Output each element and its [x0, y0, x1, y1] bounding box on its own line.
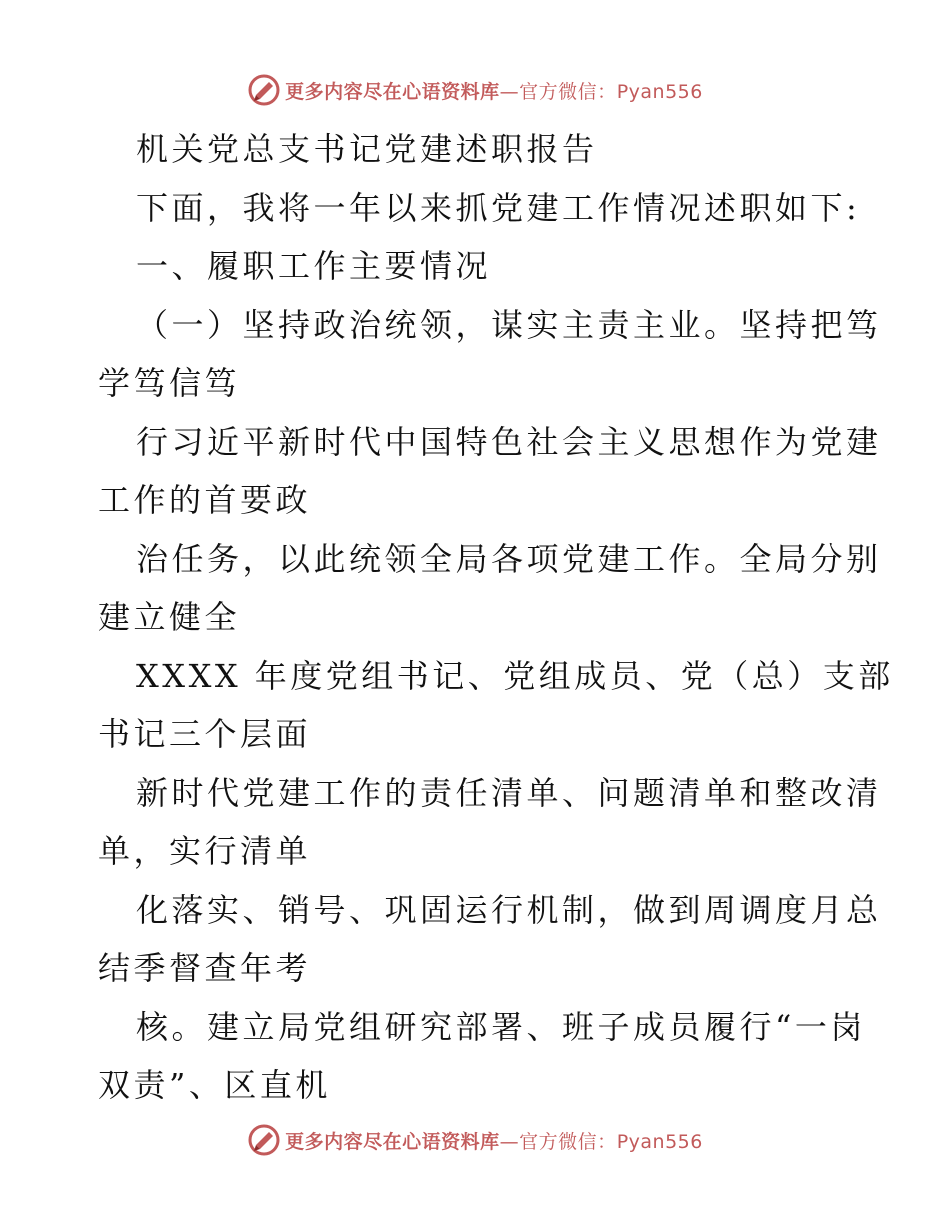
paragraph-line: 工作的首要政	[98, 481, 312, 519]
brand-logo-icon	[247, 1123, 281, 1157]
paragraph-line: 下面，我将一年以来抓党建工作情况述职如下:	[136, 188, 861, 227]
document-title: 机关党总支书记党建述职报告	[136, 130, 598, 168]
paragraph-line: （一）坚持政治统领，谋实主责主业。坚持把笃	[136, 305, 882, 344]
paragraph-line: XXXX 年度党组书记、党组成员、党（总）支部	[136, 656, 894, 695]
section-heading: 一、履职工作主要情况	[136, 247, 492, 285]
paragraph-line: 核。建立局党组研究部署、班子成员履行“一岗	[136, 1007, 866, 1046]
paragraph-line: 结季督查年考	[98, 949, 312, 987]
paragraph-line: 单，实行清单	[98, 832, 312, 870]
watermark-banner-bottom	[0, 1118, 950, 1162]
paragraph-line: 行习近平新时代中国特色社会主义思想作为党建	[136, 422, 882, 461]
watermark-text: 更多内容尽在心语资料库—官方微信：Pyan556	[285, 80, 703, 103]
brand-logo-icon	[247, 73, 281, 107]
paragraph-line: 治任务，以此统领全局各项党建工作。全局分别	[136, 539, 882, 578]
watermark-text: 更多内容尽在心语资料库—官方微信：Pyan556	[285, 1130, 703, 1153]
paragraph-line: 学笃信笃	[98, 364, 241, 402]
paragraph-line: 新时代党建工作的责任清单、问题清单和整改清	[136, 773, 882, 812]
paragraph-line: 建立健全	[98, 598, 241, 636]
paragraph-line: 双责”、区直机	[98, 1066, 331, 1104]
watermark-banner-top	[0, 68, 950, 112]
paragraph-line: 书记三个层面	[98, 715, 312, 753]
paragraph-line: 化落实、销号、巩固运行机制，做到周调度月总	[136, 890, 882, 929]
document-body	[98, 120, 894, 1115]
